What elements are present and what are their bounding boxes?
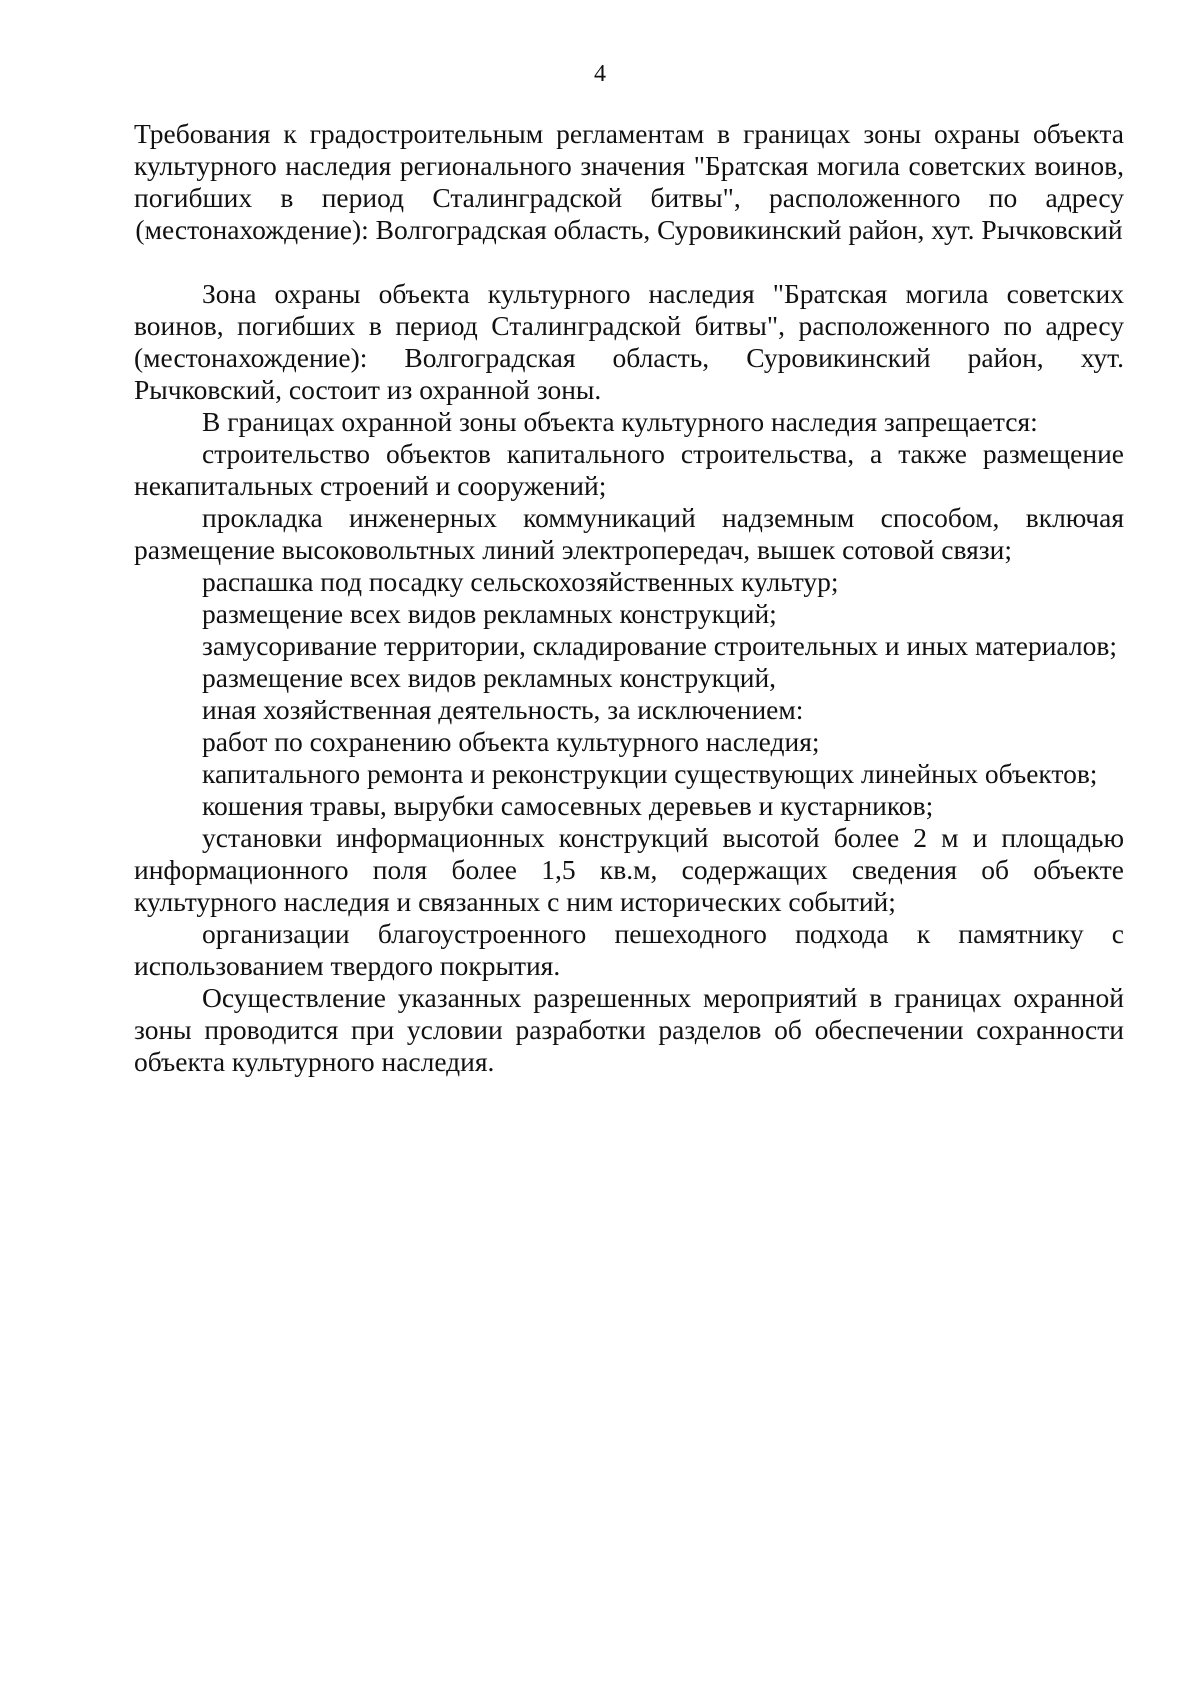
list-item-mowing: кошения травы, вырубки самосевных деревьев и кустарников; (202, 790, 934, 821)
list-item-construction: строительство объектов капитального строительства, а также размещение некапитальных строений и сооружений; (134, 438, 1124, 501)
list-item-littering: замусоривание территории, складирование строительных и иных материалов; (202, 630, 1117, 661)
list-item-economic-activity: иная хозяйственная деятельность, за исключением: (202, 694, 804, 725)
list-item-plowing: распашка под посадку сельскохозяйственных культур; (202, 566, 839, 597)
paragraph-conditions: Осуществление указанных разрешенных мероприятий в границах охранной зоны проводится при условии разработки разделов об обеспечении сохранности объекта культурного наследия. (134, 982, 1124, 1077)
document-body (134, 118, 1124, 1078)
list-item-advertising-repeat: размещение всех видов рекламных конструкций, (202, 662, 777, 693)
document-title: Требования к градостроительным регламентам в границах зоны охраны объекта культурного наследия регионального значения "Братская могила советских воинов, погибших в период Сталинградской битвы", расположенного по адресу (местонахождение): Волгоградская область, Суровикинский район, хут. Рычковский (134, 118, 1124, 245)
list-item-info-structures: установки информационных конструкций высотой более 2 м и площадью информационного поля более 1,5 кв.м, содержащих сведения об объекте культурного наследия и связанных с ним исторических событий; (134, 822, 1124, 917)
paragraph-zone-description: Зона охраны объекта культурного наследия "Братская могила советских воинов, погибших в период Сталинградской битвы", расположенного по адресу (местонахождение): Волгоградская область, Суровикинский район, хут. Рычковский, состоит из охранной зоны. (134, 278, 1124, 405)
list-item-utilities: прокладка инженерных коммуникаций надземным способом, включая размещение высоковольтных линий электропередач, вышек сотовой связи; (134, 502, 1124, 565)
page-number: 4 (594, 61, 606, 87)
list-item-capital-repair: капитального ремонта и реконструкции существующих линейных объектов; (202, 758, 1098, 789)
title-spacer (134, 246, 1124, 278)
list-item-preservation-works: работ по сохранению объекта культурного наследия; (202, 726, 820, 757)
list-item-pedestrian-access: организации благоустроенного пешеходного подхода к памятнику с использованием твердого покрытия. (134, 918, 1124, 981)
paragraph-prohibitions-intro: В границах охранной зоны объекта культурного наследия запрещается: (202, 406, 1038, 437)
list-item-advertising: размещение всех видов рекламных конструкций; (202, 598, 777, 629)
